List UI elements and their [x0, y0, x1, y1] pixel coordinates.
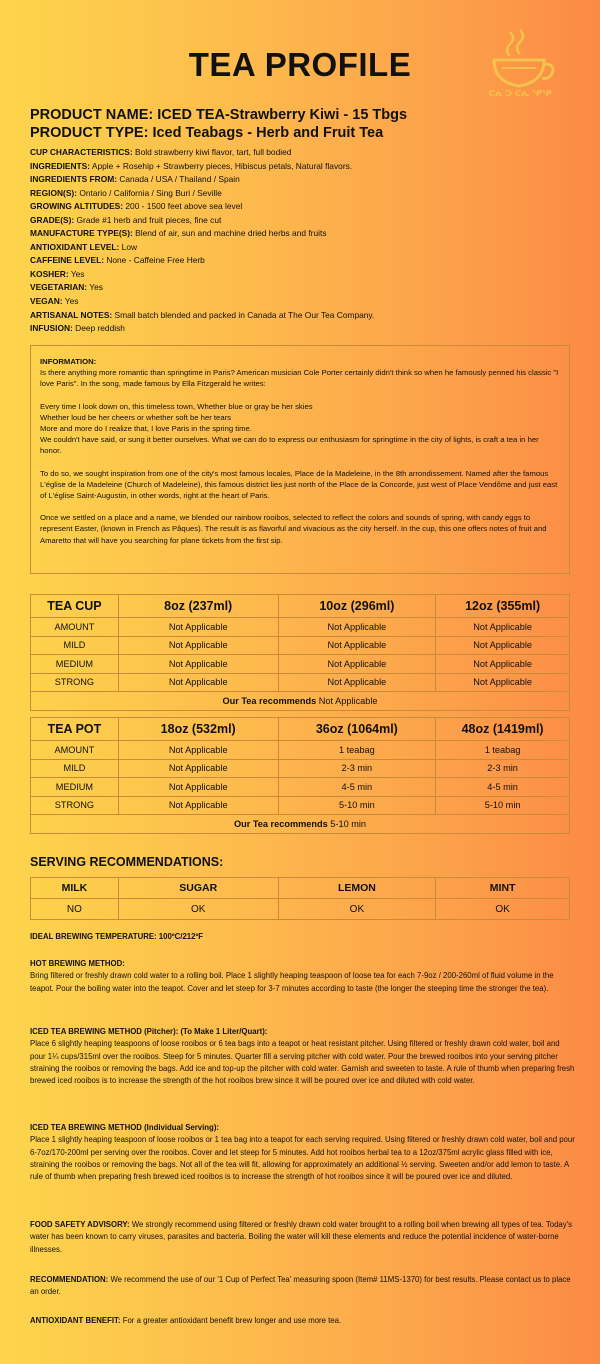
table-cell: Not Applicable	[118, 636, 278, 655]
table-cell: 36oz (1064ml)	[278, 718, 436, 741]
table-cell: 8oz (237ml)	[118, 595, 278, 618]
property-row: ANTIOXIDANT LEVEL: Low	[30, 241, 138, 252]
recommend-row	[31, 692, 570, 711]
information-p1: Is there anything more romantic than springtime in Paris? American musician Cole Porter certainly didn't think so when he famously penned his classic "I love Paris". In the song, made famous by Ella Fitzgerald he writes:	[40, 368, 559, 389]
iced-individual-method: ICED TEA BREWING METHOD (Individual Serving): Place 1 slightly heaping teaspoon of loose rooibos or 1 tea bag into a teapot for each serving required. Using filtered or freshly drawn cold water, boil and pour 6-7oz/170-200ml per serving over the rooibos. Cover and let steep for 5 minutes. Add hot rooibos herbal tea to a 12oz/375ml acrylic glass filled with ice, straining the rooibos or removing the bags. Not all of the tea will fit, allowing for approximately an additional ½ serving. Sweeten and/or add lemon to taste. A rule of thumb when preparing fresh brewed iced rooibos is to increase the strength of hot rooibos since it will be poured over ice and diluted.	[30, 1123, 575, 1182]
property-row: GROWING ALTITUDES: 200 - 1500 feet above sea level	[30, 201, 243, 212]
recommend-cell: Our Tea recommends 5-10 min	[31, 815, 570, 834]
table-cell: Not Applicable	[436, 673, 570, 692]
property-row: VEGETARIAN: Yes	[30, 282, 103, 293]
table-cell: TEA POT	[31, 718, 119, 741]
table-cell: 5-10 min	[278, 796, 436, 815]
properties-list	[30, 146, 374, 336]
food-safety-advisory: FOOD SAFETY ADVISORY: We strongly recommend using filtered or freshly drawn cold water brought to a rolling boil when brewing all types of tea. Today's water has been known to carry viruses, parasites and bacteria. Boiling the water will kill these elements and reduce the potential incidence of water-borne illnesses.	[30, 1220, 573, 1254]
information-p3: To do so, we sought inspiration from one of the city's most famous locales, Place de la Madeleine, in the 8th arrondissement. Named after the famous L'église de la Madeleine (Church of Madeleine), this famous district lies just north of the Place de la Concorde, just west of Place Vendôme and just east of L'église Saint-Augustin, in other words, right at the heart of Paris.	[40, 468, 558, 501]
table-row	[31, 673, 570, 692]
table-cell: AMOUNT	[31, 618, 119, 637]
property-row: INFUSION: Deep reddish	[30, 323, 125, 334]
property-row: INGREDIENTS FROM: Canada / USA / Thailand / Spain	[30, 174, 240, 185]
information-p2: Every time I look down on, this timeless town, Whether blue or gray be her skies Whether loud be her cheers or whether soft be her tears More and more do I realize that, I love Paris in the spring time. We couldn't have said, or sung it better ourselves. What we can do to express our enthusiasm for springtime in the city of lights, is craft a tea in her honor.	[40, 401, 539, 456]
table-row	[31, 759, 570, 778]
table-cell: Not Applicable	[436, 655, 570, 674]
table-row	[31, 636, 570, 655]
property-row: REGION(S): Ontario / California / Sing Buri / Seville	[30, 187, 222, 198]
table-row	[31, 778, 570, 797]
property-row: KOSHER: Yes	[30, 268, 85, 279]
table-header-row	[31, 878, 570, 899]
property-row: CAFFEINE LEVEL: None - Caffeine Free Herb	[30, 255, 205, 266]
table-cell: MILK	[31, 878, 119, 899]
serving-table	[30, 877, 570, 920]
table-cell: OK	[278, 899, 436, 920]
table-cell: 10oz (296ml)	[278, 595, 436, 618]
table-cell: MILD	[31, 636, 119, 655]
recommend-cell: Our Tea recommends Not Applicable	[31, 692, 570, 711]
table-cell: Not Applicable	[118, 796, 278, 815]
property-row: ARTISANAL NOTES: Small batch blended and packed in Canada at The Our Tea Company.	[30, 309, 375, 320]
table-cell: Not Applicable	[278, 618, 436, 637]
table-cell: AMOUNT	[31, 741, 119, 760]
recommend-row	[31, 815, 570, 834]
table-cell: OK	[436, 899, 570, 920]
table-cell: 4-5 min	[278, 778, 436, 797]
property-row: CUP CHARACTERISTICS: Bold strawberry kiwi flavor, tart, full bodied	[30, 147, 292, 157]
table-header-row	[31, 718, 570, 741]
table-cell: SUGAR	[118, 878, 278, 899]
table-cell: 18oz (532ml)	[118, 718, 278, 741]
table-cell: 48oz (1419ml)	[436, 718, 570, 741]
table-row	[31, 796, 570, 815]
table-cell: Not Applicable	[118, 673, 278, 692]
table-cell: 2-3 min	[436, 759, 570, 778]
product-type: PRODUCT TYPE: Iced Teabags - Herb and Fruit Tea	[30, 125, 384, 141]
property-row: INGREDIENTS: Apple + Rosehip + Strawberry pieces, Hibiscus petals, Natural flavors.	[30, 160, 353, 171]
table-cell: MINT	[436, 878, 570, 899]
tea-pot-table	[30, 717, 570, 834]
table-cell: 12oz (355ml)	[436, 595, 570, 618]
tea-cup-logo	[480, 28, 560, 98]
table-cell: Not Applicable	[278, 636, 436, 655]
information-heading: INFORMATION:	[40, 357, 97, 366]
property-row: VEGAN: Yes	[30, 296, 79, 307]
table-cell: Not Applicable	[118, 759, 278, 778]
antioxidant-benefit: ANTIOXIDANT BENEFIT: For a greater antioxidant benefit brew longer and use more tea.	[30, 1316, 342, 1325]
table-row	[31, 899, 570, 920]
table-cell: 1 teabag	[436, 741, 570, 760]
page-title: TEA PROFILE	[188, 46, 412, 83]
product-name: PRODUCT NAME: ICED TEA-Strawberry Kiwi - 15 Tbgs	[30, 107, 408, 123]
table-row	[31, 655, 570, 674]
ideal-temperature: IDEAL BREWING TEMPERATURE: 100ºC/212ºF	[30, 932, 204, 941]
table-cell: TEA CUP	[31, 595, 119, 618]
recommendation: RECOMMENDATION: We recommend the use of our '1 Cup of Perfect Tea' measuring spoon (Item# 11MS-1370) for best results. Please contact us to place an order.	[30, 1275, 571, 1297]
table-cell: LEMON	[278, 878, 436, 899]
table-cell: STRONG	[31, 796, 119, 815]
tea-cup-table	[30, 594, 570, 711]
table-row	[31, 741, 570, 760]
table-cell: Not Applicable	[278, 673, 436, 692]
table-cell: MEDIUM	[31, 778, 119, 797]
table-cell: OK	[118, 899, 278, 920]
iced-pitcher-method: ICED TEA BREWING METHOD (Pitcher): (To Make 1 Liter/Quart): Place 6 slightly heaping teaspoons of loose rooibos or 6 tea bags into a teapot or heat resistant pitcher. Using filtered or freshly drawn cold water, boil and pour 1¼ cups/315ml over the rooibos. Steep for 5 minutes. Quarter fill a serving pitcher with cold water. Pour the brewed rooibos into your serving pitcher straining the rooibos or removing the bags. Add ice and top-up the pitcher with cold water. Garnish and sweeten to taste. A rule of thumb when preparing fresh brewed iced rooibos is to increase the strength of the hot rooibos brew since it will be poured over ice and diluted with cold water.	[30, 1027, 575, 1086]
serving-heading: SERVING RECOMMENDATIONS:	[30, 855, 224, 869]
table-cell: Not Applicable	[118, 778, 278, 797]
table-cell: Not Applicable	[278, 655, 436, 674]
table-cell: STRONG	[31, 673, 119, 692]
table-row	[31, 618, 570, 637]
table-cell: 5-10 min	[436, 796, 570, 815]
table-cell: Not Applicable	[118, 618, 278, 637]
table-cell: 4-5 min	[436, 778, 570, 797]
table-cell: 2-3 min	[278, 759, 436, 778]
table-cell: Not Applicable	[436, 618, 570, 637]
product-header	[30, 106, 407, 142]
table-cell: MILD	[31, 759, 119, 778]
table-cell: Not Applicable	[118, 655, 278, 674]
table-header-row	[31, 595, 570, 618]
table-cell: Not Applicable	[118, 741, 278, 760]
table-cell: NO	[31, 899, 119, 920]
table-cell: 1 teabag	[278, 741, 436, 760]
property-row: MANUFACTURE TYPE(S): Blend of air, sun and machine dried herbs and fruits	[30, 228, 327, 239]
table-cell: MEDIUM	[31, 655, 119, 674]
table-cell: Not Applicable	[436, 636, 570, 655]
hot-method: HOT BREWING METHOD: Bring filtered or freshly drawn cold water to a rolling boil. Place 1 slightly heaping teaspoon of loose tea for each 7-9oz / 200-260ml of fluid volume in the teapot. Pour the boiling water into the teapot. Cover and let steep for 3-7 minutes according to taste (the longer the steeping time the stronger the tea).	[30, 959, 554, 993]
information-box	[30, 345, 570, 574]
property-row: GRADE(S): Grade #1 herb and fruit pieces, fine cut	[30, 214, 222, 225]
logo-text: ᕦᕇ ᕤ ᕦᕇ ᕿᕿ	[488, 89, 552, 98]
information-p4: Once we settled on a place and a name, we blended our rainbow rooibos, selected to reflect the colors and sounds of spring, with candy eggs to represent Easter, (known in French as Pâques). The result is as flavorful and vivacious as the city herself. In the cup, this one offers notes of fruit and Amaretto that will have you searching for plane tickets from the first sip.	[40, 513, 547, 545]
